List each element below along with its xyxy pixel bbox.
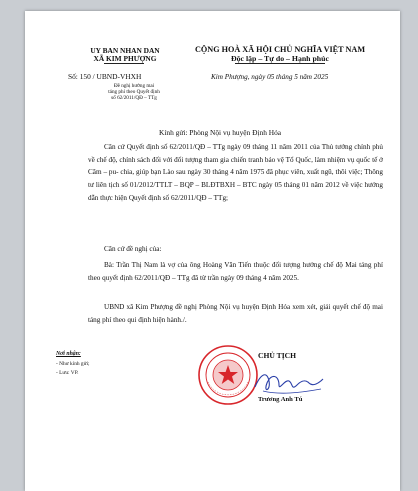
organization-name: UY BAN NHAN DAN — [90, 46, 160, 55]
document-number: Số: 150 / UBND-VHXH — [68, 72, 142, 81]
recipient-item: - Như kính gửi; — [56, 361, 90, 367]
commune-name: XÃ KIM PHƯỢNG — [93, 54, 157, 63]
org-underline — [104, 63, 144, 64]
signer-title: CHỦ TỊCH — [258, 351, 297, 360]
paragraph-legal-basis: Căn cứ Quyết định số 62/2011/QĐ – TTg ngày 09 tháng 11 năm 2011 của Thủ tướng chính phủ về chế độ, chính sách đối với đối tượng tham gia chiến tranh bảo vệ Tổ Quốc, làm nhiệm vụ quốc tế ở Căm – pu- chia, giúp bạn Lào sau ngày 30 tháng 4 năm 1975 đã phục viên, xuất ngũ, thôi việc; Thông tư liên tịch số 01/2012/TTLT – BQP – BLĐTBXH – BTC ngày 05 tháng 01 năm 2012 về việc hướng dẫn thực hiện Quyết định số 62/2011/QĐ – TTg; — [88, 143, 383, 202]
motto-underline — [235, 63, 325, 64]
document-page — [25, 11, 400, 491]
subject-line-2: táng phí theo Quyết định — [108, 89, 160, 95]
recipient-item: - Lưu: VP. — [56, 370, 79, 376]
national-motto: Độc lập – Tự do – Hạnh phúc — [231, 54, 329, 63]
paragraph-proposal-intro: Căn cứ đề nghị của: — [104, 245, 162, 253]
paragraph-request: UBND xã Kim Phượng đề nghị Phòng Nội vụ huyện Định Hóa xem xét, giải quyết chế độ mai táng phí theo qui định hiện hành./. — [88, 303, 383, 324]
signer-name: Trương Anh Tú — [258, 396, 303, 403]
national-title: CỘNG HOÀ XÃ HỘI CHỦ NGHĨA VIỆT NAM — [195, 45, 366, 54]
recipient-line: Kính gửi: Phòng Nội vụ huyện Định Hóa — [159, 128, 282, 137]
paragraph-beneficiary: Bà: Trần Thị Nam là vợ của ông Hoàng Văn Tiến thuộc đối tượng hưởng chế độ Mai táng phí theo quyết định 62/2011/QĐ – TTg đã từ trần ngày 09 tháng 4 năm 2025. — [88, 261, 383, 282]
subject-line-3: số 62/2011/QĐ – TTg — [111, 95, 157, 101]
document-date: Kim Phượng, ngày 05 tháng 5 năm 2025 — [211, 73, 329, 81]
subject-line-1: Đề nghị hưởng mai — [113, 83, 155, 89]
recipients-heading: Nơi nhận: — [56, 351, 81, 357]
